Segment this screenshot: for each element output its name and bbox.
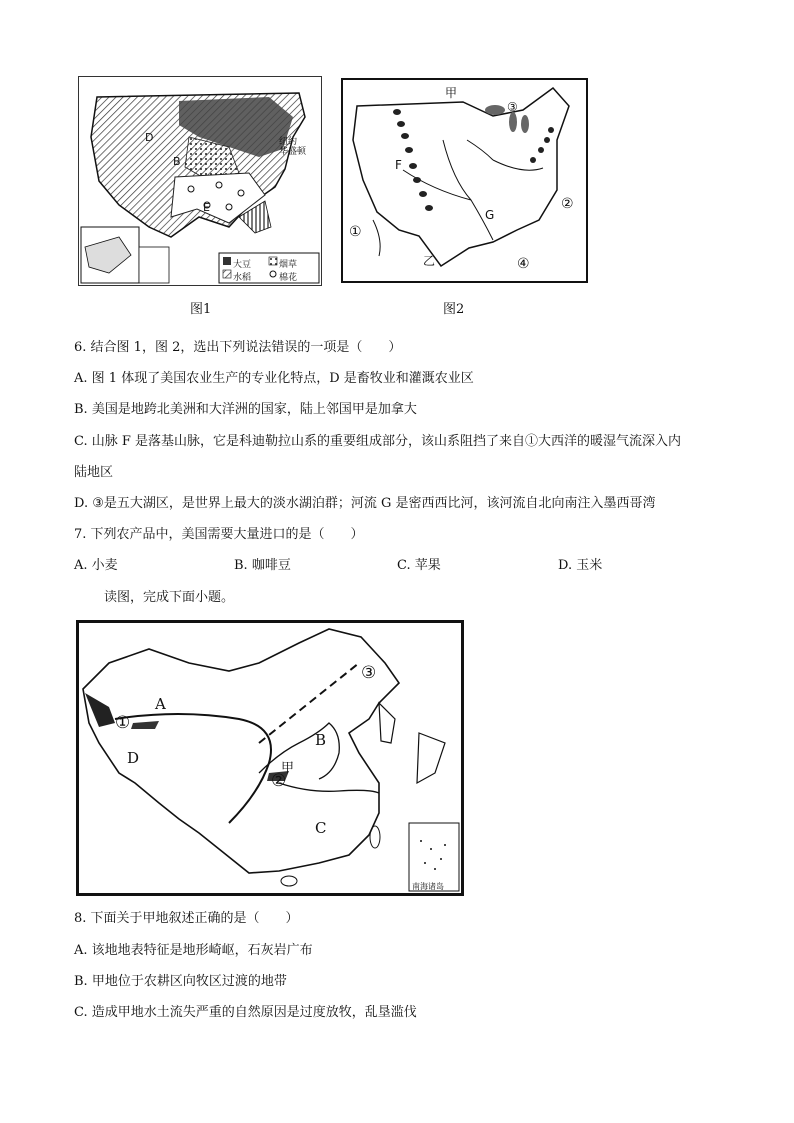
q7-option-b: B. 咖啡豆: [234, 558, 291, 573]
figure-1-caption: 图1: [190, 302, 212, 317]
q8-stem: 8. 下面关于甲地叙述正确的是（ ）: [74, 911, 299, 926]
legend-tobacco: 烟草: [279, 260, 298, 270]
us-physical-map-drawing: [343, 80, 586, 281]
legend-soybean: 大豆: [233, 260, 252, 270]
china-label-D: D: [127, 749, 140, 767]
fig2-label-jia: 甲: [445, 86, 458, 100]
q8-option-a: A. 该地地表特征是地形崎岖，石灰岩广布: [74, 943, 313, 958]
fig2-label-4: ④: [517, 256, 530, 272]
q7-stem: 7. 下列农产品中，美国需要大量进口的是（ ）: [74, 527, 364, 542]
fig1-label-D: D: [145, 131, 154, 144]
fig1-label-city: 纽约 华盛顿: [279, 137, 307, 157]
legend-cotton: 棉花: [279, 273, 298, 283]
q6-option-a: A. 图 1 体现了美国农业生产的专业化特点，D 是畜牧业和灌溉农业区: [74, 371, 474, 386]
q7-option-c: C. 苹果: [397, 558, 441, 573]
fig2-label-2: ②: [561, 196, 574, 212]
china-label-B: B: [315, 731, 327, 749]
q6-option-c-line2: 陆地区: [74, 465, 114, 480]
q8-option-c: C. 造成甲地水土流失严重的自然原因是过度放牧，乱垦滥伐: [74, 1005, 417, 1020]
china-label-3: ③: [361, 663, 377, 683]
china-label-2: ②: [271, 771, 287, 791]
q6-option-b: B. 美国是地跨北美洲和大洋洲的国家，陆上邻国甲是加拿大: [74, 402, 417, 417]
fig2-label-yi: 乙: [423, 254, 436, 268]
q6-stem: 6. 结合图 1，图 2，选出下列说法错误的一项是（ ）: [74, 340, 402, 355]
q6-option-c-line1: C. 山脉 F 是落基山脉，它是科迪勒拉山系的重要组成部分，该山系阻挡了来自①大西洋的暖湿气流深入内: [74, 434, 682, 449]
q7-option-d: D. 玉米: [558, 558, 603, 573]
read-prompt: 读图，完成下面小题。: [104, 590, 235, 605]
q6-option-d: D. ③是五大湖区，是世界上最大的淡水湖泊群；河流 G 是密西西比河，该河流自北向南注入墨西哥湾: [74, 496, 656, 511]
q8-option-b: B. 甲地位于农耕区向牧区过渡的地带: [74, 974, 287, 989]
us-agriculture-map-drawing: [79, 77, 321, 285]
china-label-jia: 甲: [281, 761, 295, 776]
fig2-label-G: G: [485, 208, 495, 222]
legend-rice: 水稻: [233, 273, 252, 283]
china-label-C: C: [315, 819, 327, 837]
fig1-label-B: B: [173, 155, 181, 168]
china-map: [76, 620, 464, 896]
fig2-label-3: ③: [507, 100, 518, 114]
fig2-label-1: ①: [349, 224, 362, 240]
china-label-A: A: [155, 695, 166, 713]
fig1-label-E: E: [203, 201, 210, 214]
china-label-1: ①: [115, 713, 131, 733]
figure-2-us-physical-map: [341, 78, 588, 283]
figure-2-caption: 图2: [443, 302, 465, 317]
q7-option-a: A. 小麦: [74, 558, 118, 573]
figure-1-us-agriculture-map: [78, 76, 322, 286]
fig2-label-F: F: [395, 158, 402, 172]
china-label-inset: 南海诸岛: [412, 882, 444, 891]
